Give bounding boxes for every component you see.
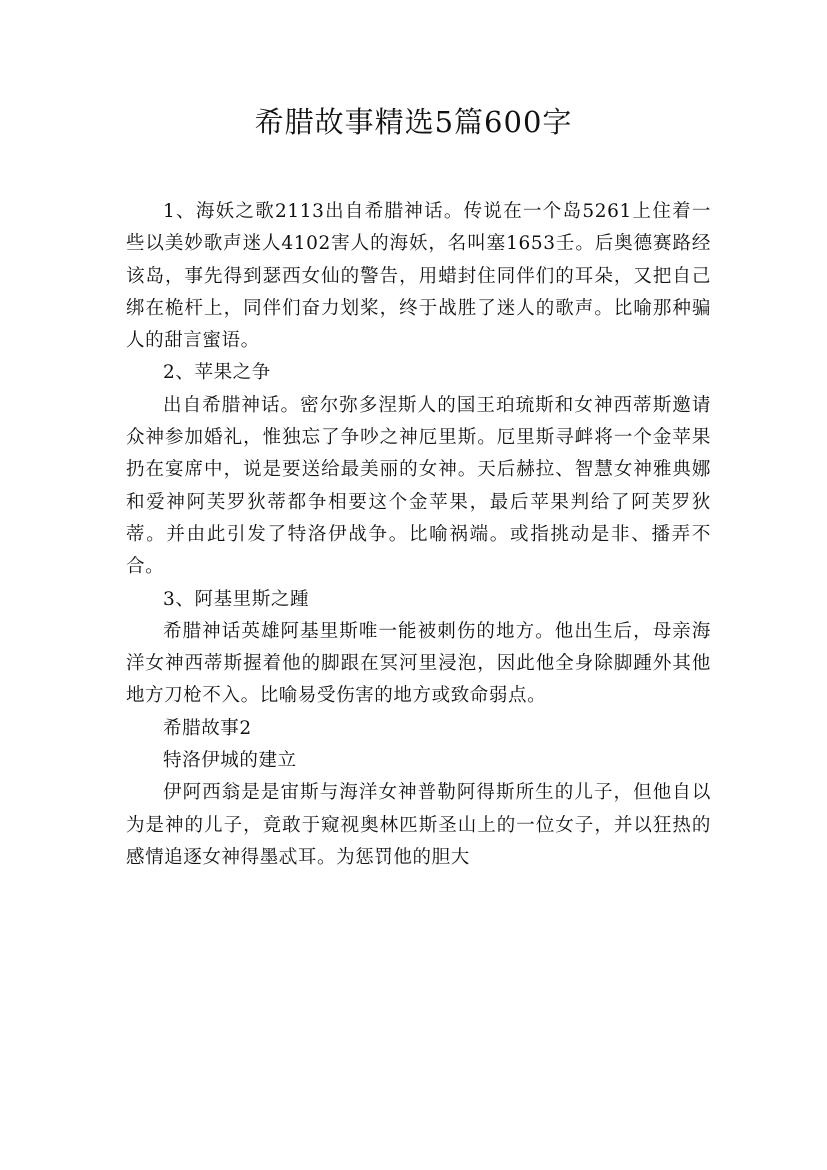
paragraph-siren-song: 1、海妖之歌2113出自希腊神话。传说在一个岛5261上住着一些以美妙歌声迷人4102害人的海妖，名叫塞1653壬。后奥德赛路经该岛，事先得到瑟西女仙的警告，用蜡封住同伴们的耳朵，又把自己绑在桅杆上，同伴们奋力划桨，终于战胜了迷人的歌声。比喻那种骗人的甜言蜜语。 xyxy=(126,201,711,352)
paragraph-apple-of-discord: 出自希腊神话。密尔弥多涅斯人的国王珀琉斯和女神西蒂斯邀请众神参加婚礼，惟独忘了争吵之神厄里斯。厄里斯寻衅将一个金苹果扔在宴席中，说是要送给最美丽的女神。天后赫拉、智慧女神雅典娜和爱神阿芙罗狄蒂都争相要这个金苹果，最后苹果判给了阿芙罗狄蒂。并由此引发了特洛伊战争。比喻祸端。或指挑动是非、播弄不合。 xyxy=(126,394,711,578)
paragraph-achilles-heel: 希腊神话英雄阿基里斯唯一能被刺伤的地方。他出生后，母亲海洋女神西蒂斯握着他的脚跟在冥河里浸泡，因此他全身除脚踵外其他地方刀枪不入。比喻易受伤害的地方或致命弱点。 xyxy=(126,620,711,707)
paragraph-iasion: 伊阿西翁是是宙斯与海洋女神普勒阿得斯所生的儿子，但他自以为是神的儿子，竟敢于窥视奥林匹斯圣山上的一位女子，并以狂热的感情追逐女神得墨忒耳。为惩罚他的胆大 xyxy=(126,782,711,868)
heading-apple-of-discord: 2、苹果之争 xyxy=(163,362,271,384)
document-body xyxy=(126,196,711,874)
heading-achilles-heel: 3、阿基里斯之踵 xyxy=(163,588,310,610)
heading-greek-story-2: 希腊故事2 xyxy=(163,717,252,739)
document-title: 希腊故事精选5篇600字 xyxy=(254,105,573,139)
subheading-founding-of-troy: 特洛伊城的建立 xyxy=(163,750,297,772)
